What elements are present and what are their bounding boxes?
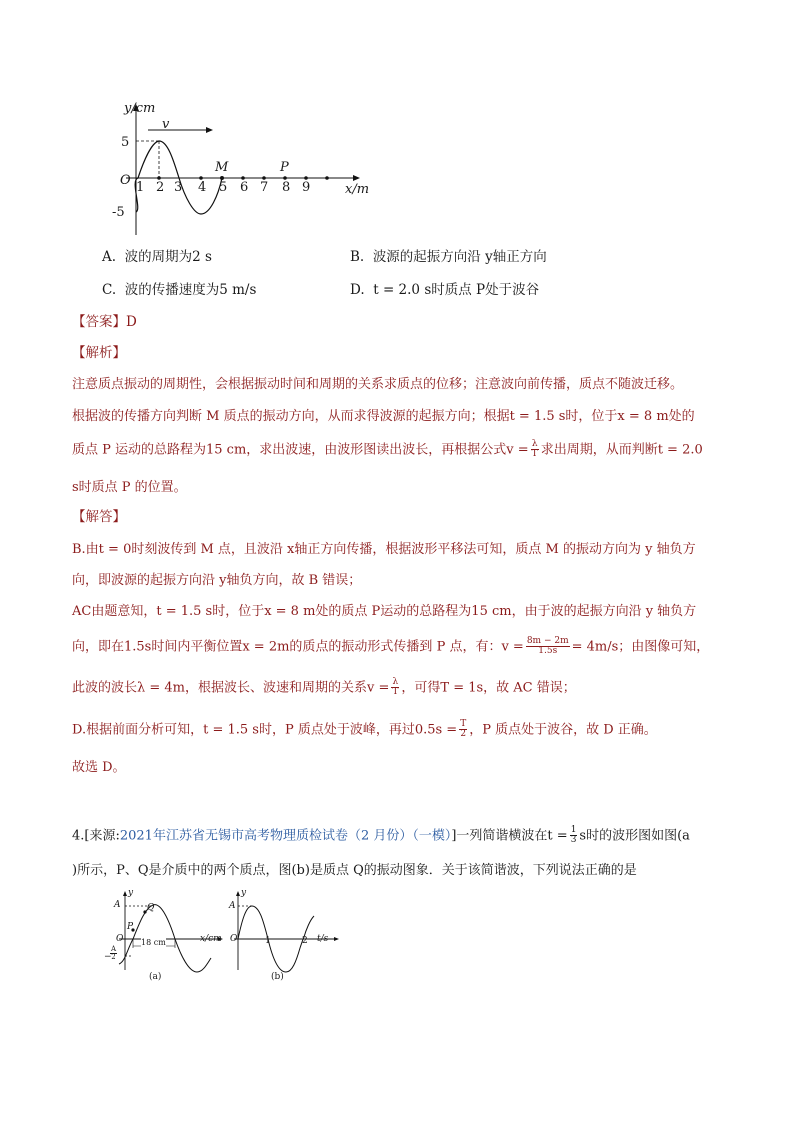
fraction-denominator: 2: [460, 729, 467, 740]
option-c: [102, 284, 256, 298]
graph-a-neg-sign: −: [104, 952, 112, 962]
y-tick-neg: -5: [112, 205, 125, 220]
answer-label: 【答案】D: [72, 314, 137, 330]
analysis-line-3: [72, 440, 703, 460]
option-c-text: 波的传播速度为5 m/s: [124, 282, 257, 298]
option-b-text: 波源的起振方向沿 y轴正方向: [372, 249, 547, 265]
graph-a-distance-label: 18 cm: [141, 938, 166, 947]
option-c-prefix: C.: [102, 282, 117, 298]
option-b-prefix: B.: [350, 249, 365, 265]
solution-line-5: [72, 678, 576, 698]
graph-a-p-label: P: [127, 922, 134, 932]
analysis-line-2: 根据波的传播方向判断 M 质点的振动方向，从而求得波源的起振方向；根据t = 1.5 s时，位于x = 8 m处的: [72, 409, 695, 424]
velocity-label: v: [162, 117, 170, 132]
option-d: [350, 284, 539, 298]
t-over-2-fraction: [459, 720, 467, 740]
graph-b-caption: (b): [271, 972, 284, 982]
option-d-prefix: D.: [350, 282, 365, 298]
solution-line-6: [72, 720, 657, 740]
y-axis-label: y/cm: [124, 101, 156, 116]
analysis-line-4: s时质点 P 的位置。: [72, 480, 187, 495]
solution-line-4-a: 向，即在1.5s时间内平衡位置x = 2m的质点的振动形式传播到 P 点，有：v =: [72, 639, 524, 655]
solution-line-5-a: 此波的波长λ = 4m，根据波长、波速和周期的关系v =: [72, 680, 390, 696]
option-a-text: 波的周期为2 s: [124, 249, 212, 265]
x-axis-label: x/m: [345, 182, 370, 197]
vibration-graph-b: [228, 890, 343, 975]
graph-a-origin: O: [116, 934, 124, 944]
fraction-numerator: A: [111, 945, 117, 953]
question-number: 4.[来源:: [72, 828, 120, 844]
lambda-over-t-fraction: [391, 678, 399, 698]
solution-line-2: 向，即波源的起振方向沿 y轴负方向，故 B 错误；: [72, 573, 362, 588]
fraction-numerator: 8m − 2m: [526, 636, 569, 646]
graph-b-amp: A: [229, 901, 236, 911]
fraction-numerator: 1: [570, 825, 577, 835]
graph-b-x-label: t/s: [317, 934, 329, 944]
fraction-denominator: 1.5s: [538, 646, 558, 657]
analysis-heading: 【解析】: [72, 345, 126, 361]
solution-line-4-b: = 4m/s；由图像可知，: [571, 639, 710, 655]
analysis-line-3-a: 质点 P 运动的总路程为15 cm，求出波速，由波形图读出波长，再根据公式v =: [72, 442, 529, 458]
one-third-fraction: [570, 826, 578, 846]
velocity-fraction: [526, 637, 570, 657]
question-source-link[interactable]: 2021年江苏省无锡市高考物理质检试卷（2 月份）（一模）: [119, 828, 452, 844]
solution-line-7: 故选 D。: [72, 760, 126, 775]
option-b: [350, 251, 547, 265]
solution-line-1: B.由t = 0时刻波传到 M 点，且波沿 x轴正方向传播，根据波形平移法可知，质点 M 的振动方向为 y 轴负方: [72, 542, 696, 557]
origin-label: O: [120, 173, 131, 188]
solution-line-5-b: ，可得T = 1s，故 AC 错误；: [401, 680, 576, 696]
x-tick-3: 3: [174, 180, 183, 195]
option-d-text: t = 2.0 s时质点 P处于波谷: [373, 282, 540, 298]
lambda-over-t-fraction: [531, 440, 539, 460]
graph-a-q-label: Q: [147, 903, 155, 913]
solution-line-3: AC由题意知，t = 1.5 s时，位于x = 8 m处的质点 P运动的总路程为15 cm，由于波的起振方向沿 y 轴负方: [72, 604, 697, 619]
graph-a-caption: (a): [149, 972, 162, 982]
point-p-label: P: [280, 160, 289, 175]
x-tick-6: 6: [240, 180, 249, 195]
point-m-label: M: [215, 160, 229, 175]
x-tick-1: 1: [136, 180, 145, 195]
solution-line-6-b: ，P 质点处于波谷，故 D 正确。: [469, 722, 657, 738]
question-4-line-1-c: s时的波形图如图(a: [579, 828, 690, 844]
fraction-numerator: T: [460, 719, 467, 729]
x-tick-2: 2: [156, 180, 165, 195]
solution-heading: 【解答】: [72, 509, 126, 525]
solution-line-4: [72, 637, 709, 657]
x-tick-4: 4: [198, 180, 207, 195]
fraction-denominator: T: [392, 687, 399, 698]
graph-b-tick-2: 2: [302, 936, 308, 946]
graph-a-x-label: x/cm: [200, 934, 222, 944]
wave-graph-a: [105, 890, 225, 975]
x-tick-8: 8: [282, 180, 291, 195]
graph-b-origin: O: [230, 934, 238, 944]
fraction-denominator: 3: [570, 835, 577, 846]
fraction-numerator: λ: [392, 677, 399, 687]
x-tick-5: 5: [219, 180, 228, 195]
wave-graph: [108, 100, 378, 240]
analysis-line-1: 注意质点振动的周期性，会根据振动时间和周期的关系求质点的位移；注意波向前传播，质点不随波迁移。: [72, 377, 684, 392]
solution-line-6-a: D.根据前面分析可知，t = 1.5 s时，P 质点处于波峰，再过0.5s =: [72, 722, 458, 738]
x-tick-7: 7: [260, 180, 269, 195]
question-4-line-1-b: ]一列简谐横波在t =: [451, 828, 568, 844]
question-4-line-1: [72, 826, 690, 846]
fraction-numerator: λ: [531, 439, 538, 449]
x-tick-9: 9: [302, 180, 311, 195]
option-a-prefix: A.: [102, 249, 117, 265]
y-tick-pos: 5: [121, 135, 130, 150]
fraction-denominator: T: [531, 449, 538, 460]
graph-b-y-label: y: [241, 888, 247, 898]
graph-a-y-label: y: [128, 888, 134, 898]
graph-b-tick-1: 1: [265, 936, 271, 946]
graph-a-amp: A: [114, 900, 121, 910]
analysis-line-3-b: 求出周期，从而判断t = 2.0: [540, 442, 703, 458]
option-a: [102, 251, 212, 265]
graph-a-neg-amp-fraction: [110, 946, 117, 962]
fraction-denominator: 2: [111, 953, 116, 962]
question-4-line-2: )所示，P、Q是介质中的两个质点，图(b)是质点 Q的振动图象．关于该简谐波，下列说法正确的是: [72, 863, 637, 878]
